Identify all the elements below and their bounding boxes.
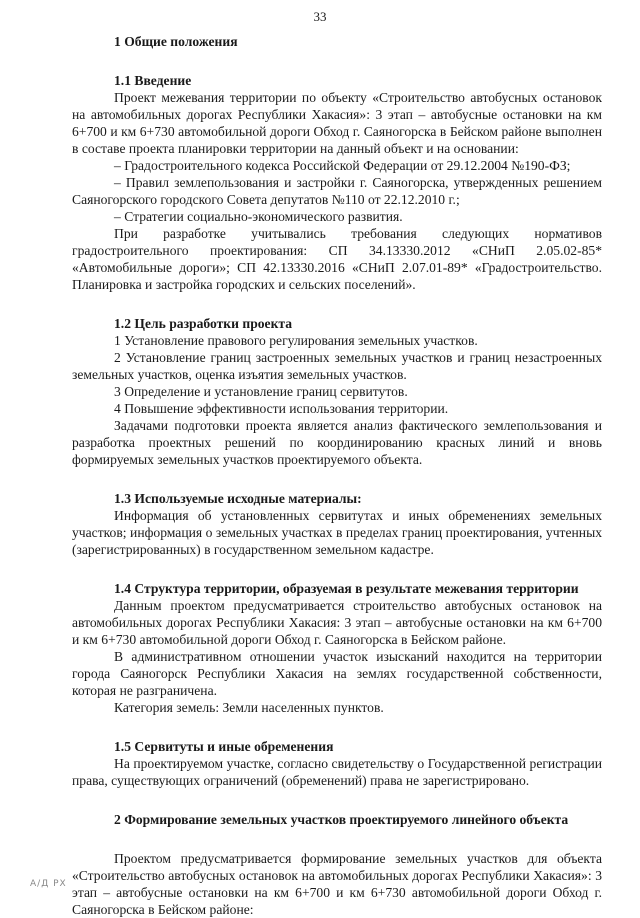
paragraph: Проект межевания территории по объекту «Строительство автобусных остановок на автомобильных дорогах Республики Хакасия»: 3 этап – автобусные остановки на км 6+700 и км 6+730 автомобильной дороги Обход г. Саяногорска в Бейском районе выполнен в составе проекта планировки территории на данный объект и на основании: [72,90,602,156]
paragraph: Проектом предусматривается формирование земельных участков для объекта «Строительство автобусных остановок на автомобильных дорогах Республики Хакасия»: 3 этап – автобусные остановки на км 6+700 и км 6+730 автомобильной дороги Обход г. Саяногорска в Бейском районе: [72,851,602,917]
section-heading-1-5: 1.5 Сервитуты и иные обременения [114,739,334,754]
document-body [72,33,602,918]
paragraph: Информация об установленных сервитутах и иных обременениях земельных участков; информация о земельных участках в пределах границ проектирования, учтенных (зарегистрированных) в государственном земельном кадастре. [72,508,602,557]
footer-mark: А/Д РХ [30,879,67,889]
section-heading-1-3: 1.3 Используемые исходные материалы: [114,491,362,506]
section-heading-1: 1 Общие положения [114,34,238,49]
section-heading-1-4: 1.4 Структура территории, образуемая в результате межевания территории [114,581,579,596]
section-heading-1-2: 1.2 Цель разработки проекта [114,316,293,331]
list-item: – Правил землепользования и застройки г. Саяногорска, утвержденных решением Саяногорского городского Совета депутатов №110 от 22.12.2010 г.; [72,175,602,207]
paragraph: Данным проектом предусматривается строительство автобусных остановок на автомобильных дорогах Республики Хакасия: 3 этап – автобусные остановки на км 6+700 и км 6+730 автомобильной дороги Обход г. Саяногорска в Бейском районе. [72,598,602,647]
paragraph: На проектируемом участке, согласно свидетельству о Государственной регистрации права, существующих ограничений (обременений) права не зарегистрировано. [72,756,602,788]
section-heading-1-1: 1.1 Введение [114,73,192,88]
list-item: 1 Установление правового регулирования земельных участков. [114,333,478,348]
section-heading-2: 2 Формирование земельных участков проектируемого линейного объекта [114,812,569,827]
list-item: 4 Повышение эффективности использования территории. [114,401,449,416]
paragraph: Задачами подготовки проекта является анализ фактического землепользования и разработка проектных решений по координированию красных линий и вновь формируемых земельных участков проектируемого объекта. [72,418,602,467]
paragraph: Категория земель: Земли населенных пунктов. [114,700,384,715]
list-item: – Градостроительного кодекса Российской Федерации от 29.12.2004 №190-ФЗ; [114,158,571,173]
paragraph: При разработке учитывались требования следующих нормативов градостроительного проектирования: СП 34.13330.2012 «СНиП 2.05.02-85* «Автомобильные дороги»; СП 42.13330.2016 «СНиП 2.07.01-89* «Градостроительство. Планировка и застройка городских и сельских поселений». [72,226,602,292]
list-item: 3 Определение и установление границ сервитутов. [114,384,408,399]
page-number: 33 [313,9,327,24]
paragraph: В административном отношении участок изысканий находится на территории города Саяногорск Республики Хакасия на землях государственной собственности, которая не разграничена. [72,649,602,698]
list-item: – Стратегии социально-экономического развития. [114,209,403,224]
list-item: 2 Установление границ застроенных земельных участков и границ незастроенных земельных участков, оценка изъятия земельных участков. [72,350,602,382]
